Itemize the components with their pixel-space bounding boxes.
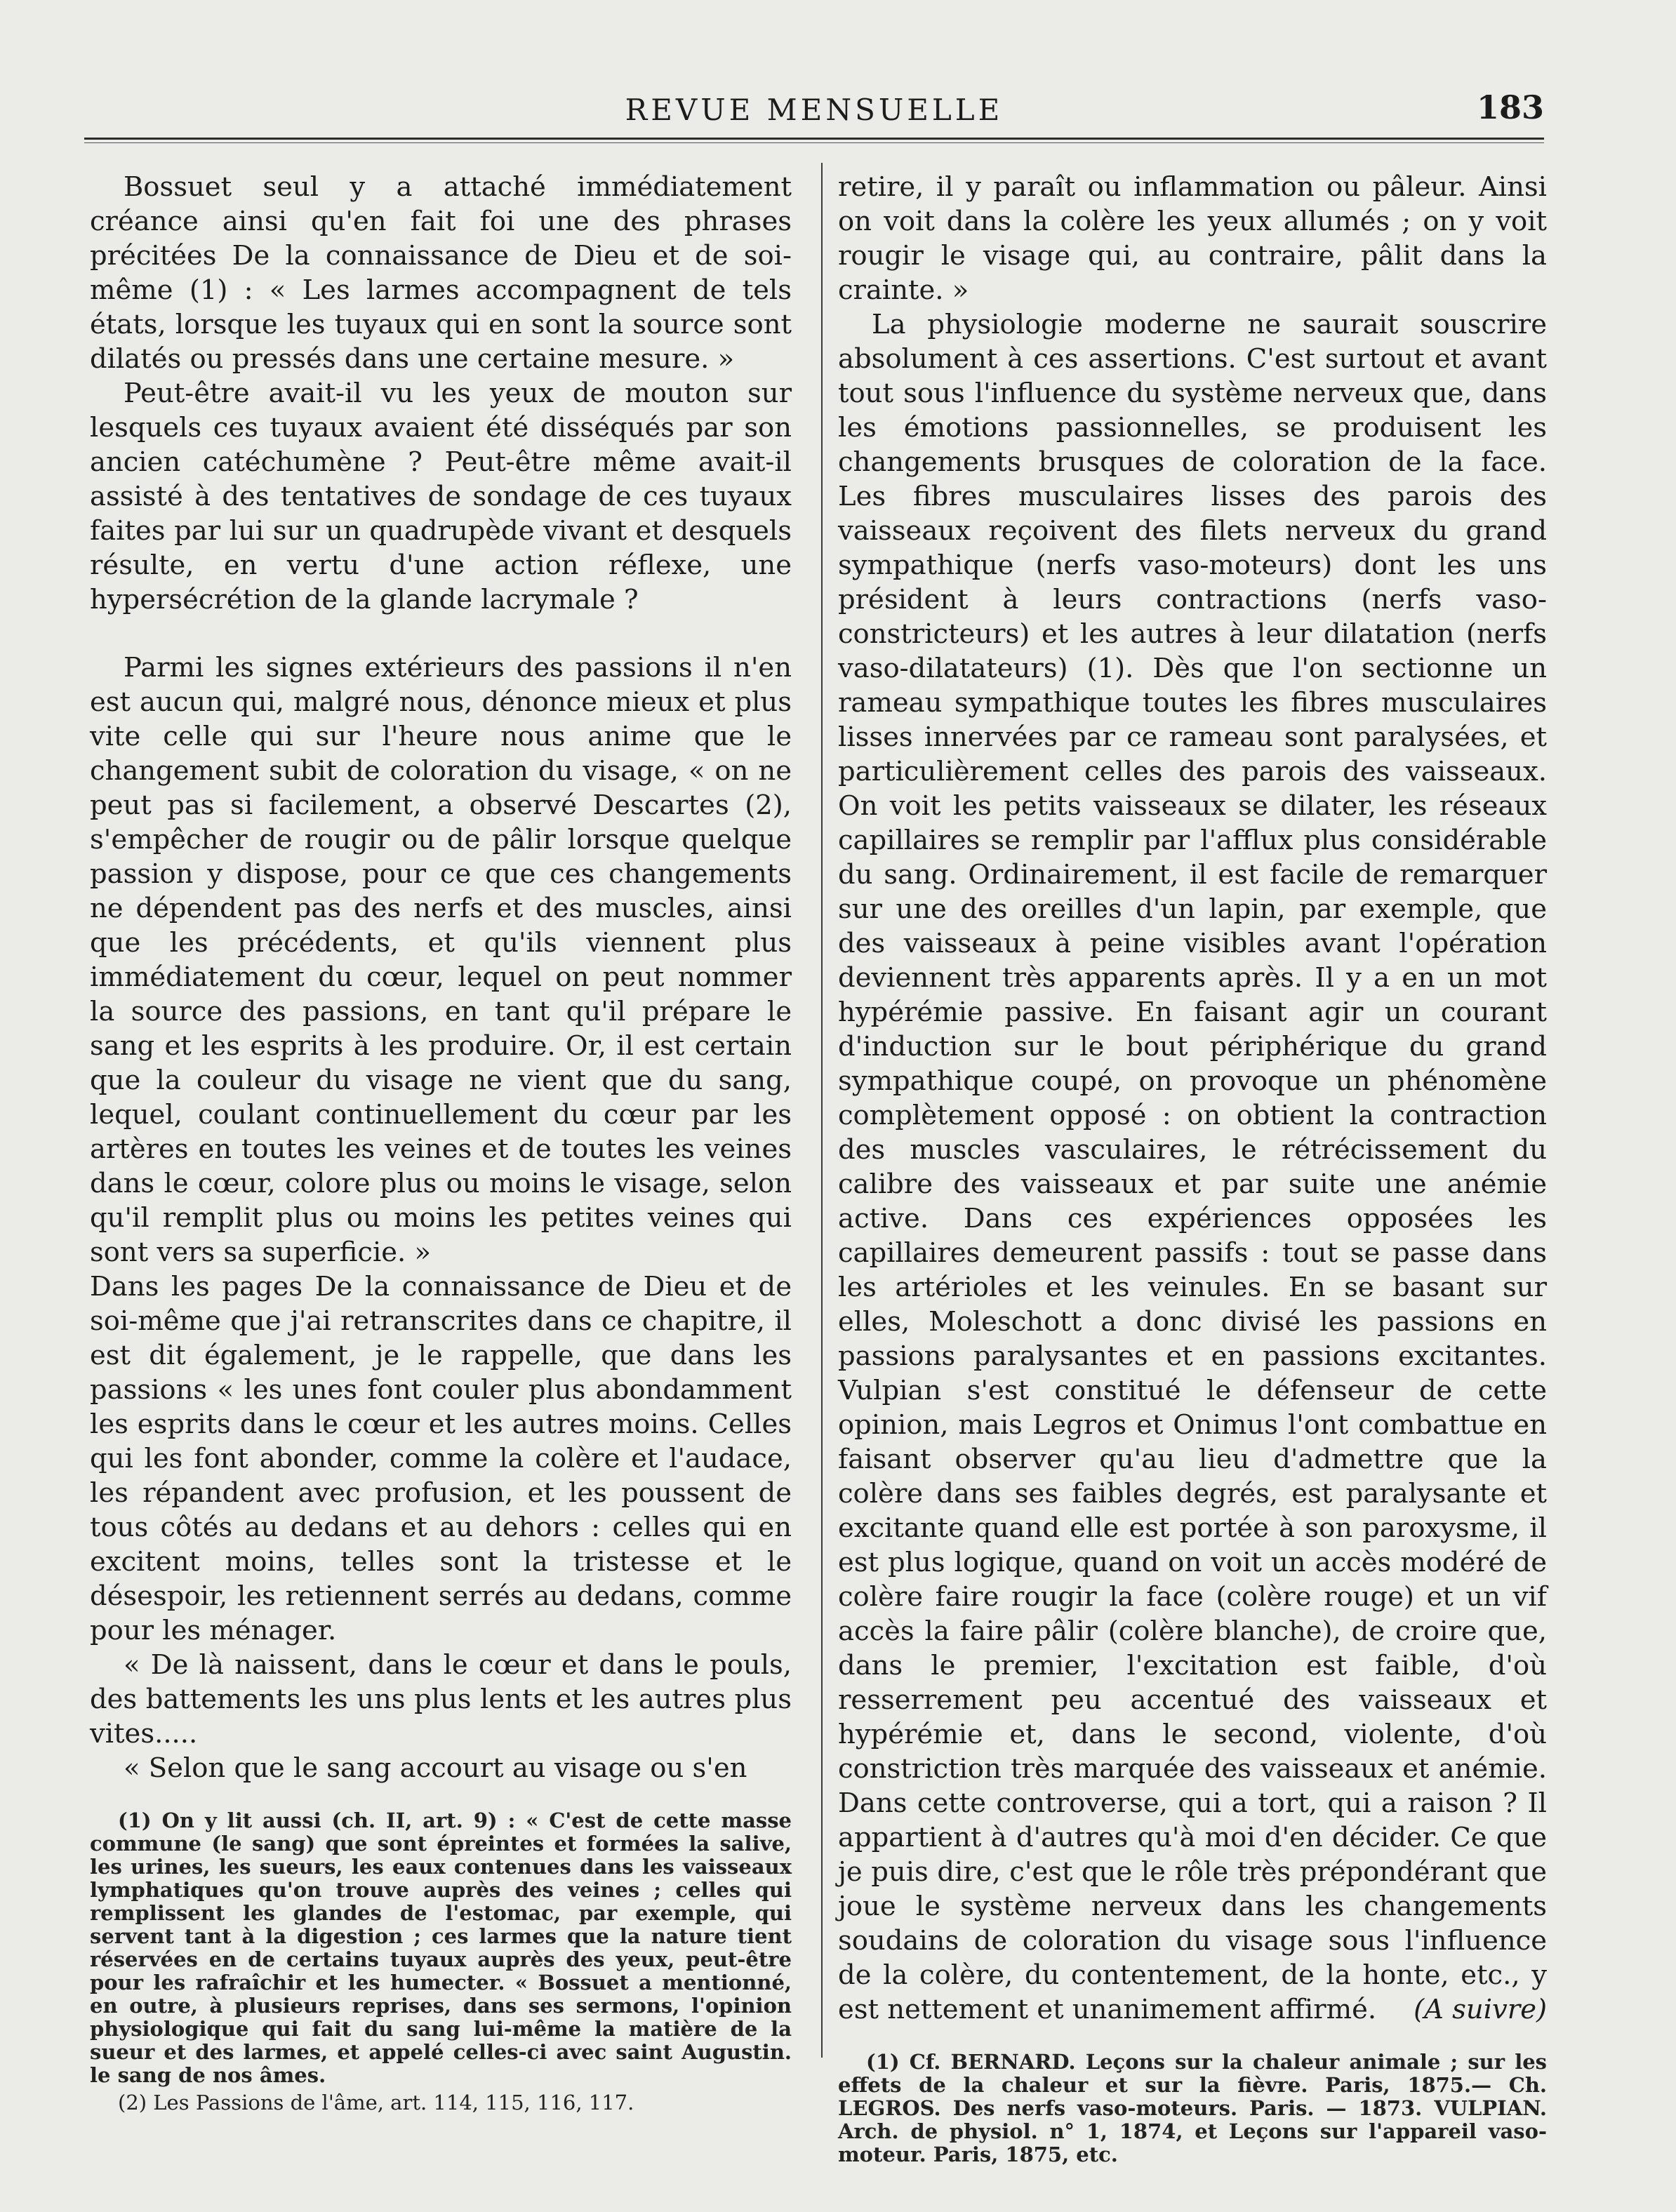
page-header	[84, 77, 1544, 140]
footnotes	[90, 1809, 792, 2114]
paragraph: « De là naissent, dans le cœur et dans le pouls, des battements les uns plus lents et les autres plus vites.....	[90, 1649, 792, 1750]
column-divider	[821, 163, 823, 2058]
page-number: 183	[1476, 88, 1544, 126]
header-rule-thin	[84, 142, 1544, 143]
continuation-note: (A suivre)	[1414, 1994, 1547, 2025]
paragraph: Bossuet seul y a attaché immédiatement créance ainsi qu'en fait foi une des phrases précitées De la connaissance de Dieu et de soi-même (1) : « Les larmes accompagnent de tels états, lorsque les tuyaux qui en sont la source sont dilatés ou pressés dans une certaine mesure. »	[90, 171, 792, 375]
journal-title: REVUE MENSUELLE	[625, 93, 1004, 127]
paragraph: retire, il y paraît ou inflammation ou pâleur. Ainsi on voit dans la colère les yeux allumés ; on y voit rougir le visage qui, au contraire, pâlit dans la crainte. »	[838, 171, 1547, 306]
paragraph: Dans les pages De la connaissance de Dieu et de soi-même que j'ai retranscrites dans ce chapitre, il est dit également, je le rappelle, que dans les passions « les unes font couler plus abondamment les esprits dans le cœur et les autres moins. Celles qui les font abonder, comme la colère et l'audace, les répandent avec profusion, et les poussent de tous côtés au dedans et au dehors : celles qui en excitent moins, telles sont la tristesse et le désespoir, les retiennent serrés au dedans, comme pour les ménager.	[90, 1271, 792, 1646]
left-column	[90, 170, 792, 2114]
paragraph: « Selon que le sang accourt au visage ou s'en	[124, 1752, 747, 1784]
paragraph: La physiologie moderne ne saurait souscrire absolument à ces assertions. C'est surtout et avant tout sous l'influence du système nerveux que, dans les émotions passionnelles, se produisent les changements brusques de coloration de la face. Les fibres musculaires lisses des parois des vaisseaux reçoivent des filets nerveux du grand sympathique (nerfs vaso-moteurs) dont les uns président à leurs contractions (nerfs vaso-constricteurs) et les autres à leur dilatation (nerfs vaso-dilatateurs) (1). Dès que l'on sectionne un rameau sympathique toutes les fibres musculaires lisses innervées par ce rameau sont paralysées, et particulièrement celles des parois des vaisseaux. On voit les petits vaisseaux se dilater, les réseaux capillaires se remplir par l'afflux plus considérable du sang. Ordinairement, il est facile de remarquer sur une des oreilles d'un lapin, par exemple, que des vaisseaux à peine visibles avant l'opération deviennent très apparents après. Il y a en un mot hypérémie passive. En faisant agir un courant d'induction sur le bout périphérique du grand sympathique coupé, on provoque un phénomène complètement opposé : on obtient la contraction des muscles vasculaires, le rétrécissement du calibre des vaisseaux et par suite une anémie active. Dans ces expériences opposées les capillaires demeurent passifs : tout se passe dans les artérioles et les veinules. En se basant sur elles, Moleschott a donc divisé les passions en passions paralysantes et en passions excitantes. Vulpian s'est constitué le défenseur de cette opinion, mais Legros et Onimus l'ont combattue en faisant observer qu'au lieu d'admettre que la colère dans ses faibles degrés, est paralysante et excitante quand elle est portée à son paroxysme, il est plus logique, quand on voit un accès modéré de colère faire rougir la face (colère rouge) et un vif accès la faire pâlir (colère blanche), de croire que, dans le premier, l'excitation est faible, d'où resserrement peu accentué des vaisseaux et hypérémie et, dans le second, violente, d'où constriction très marquée des vaisseaux et anémie. Dans cette controverse, qui a tort, qui a raison ? Il appartient à d'autres qu'à moi d'en décider. Ce que je puis dire, c'est que le rôle très prépondérant que joue le système nerveux dans les changements soudains de coloration du visage sous l'influence de la colère, du contentement, de la honte, etc., y est nettement et unanimement affirmé.	[838, 309, 1547, 2025]
footnotes	[838, 2051, 1547, 2166]
header-rule	[84, 138, 1544, 140]
right-column	[838, 170, 1547, 2166]
paragraph: Parmi les signes extérieurs des passions il n'en est aucun qui, malgré nous, dénonce mieux et plus vite celle qui sur l'heure nous anime que le changement subit de coloration du visage, « on ne peut pas si facilement, a observé Descartes (2), s'empêcher de rougir ou de pâlir lorsque quelque passion y dispose, pour ce que ces changements ne dépendent pas des nerfs et des muscles, ainsi que les précédents, et qu'ils viennent plus immédiatement du cœur, lequel on peut nommer la source des passions, en tant qu'il prépare le sang et les esprits à les produire. Or, il est certain que la couleur du visage ne vient que du sang, lequel, coulant continuellement du cœur par les artères en toutes les veines et de toutes les veines dans le cœur, colore plus ou moins le visage, selon qu'il remplit plus ou moins les petites veines qui sont vers sa superficie. »	[90, 652, 792, 1268]
footnote: (1) On y lit aussi (ch. II, art. 9) : « C'est de cette masse commune (le sang) que sont épreintes et formées la salive, les urines, les sueurs, les eaux contenues dans les vaisseaux lymphatiques qu'on trouve auprès des veines ; celles qui remplissent les glandes de l'estomac, par exemple, qui servent tant à la digestion ; ces larmes que la nature tient réservées en de certains tuyaux auprès des yeux, peut-être pour les rafraîchir et les humecter. « Bossuet a mentionné, en outre, à plusieurs reprises, dans ses sermons, l'opinion physiologique qui fait du sang lui-même la matière de la sueur et des larmes, et appelé celles-ci avec saint Augustin. le sang de nos âmes.	[90, 1808, 792, 2087]
footnote: (2) Les Passions de l'âme, art. 114, 115, 116, 117.	[118, 2091, 634, 2114]
footnote: (1) Cf. BERNARD. Leçons sur la chaleur animale ; sur les effets de la chaleur et sur la fièvre. Paris, 1875.— Ch. LEGROS. Des nerfs vaso-moteurs. Paris. — 1873. VULPIAN. Arch. de physiol. n° 1, 1874, et Leçons sur l'appareil vaso-moteur. Paris, 1875, etc.	[838, 2050, 1547, 2166]
paragraph: Peut-être avait-il vu les yeux de mouton sur lesquels ces tuyaux avaient été disséqués par son ancien catéchumène ? Peut-être même avait-il assisté à des tentatives de sondage de ces tuyaux faites par lui sur un quadrupède vivant et desquels résulte, en vertu d'une action réflexe, une hypersécrétion de la glande lacrymale ?	[90, 378, 792, 615]
